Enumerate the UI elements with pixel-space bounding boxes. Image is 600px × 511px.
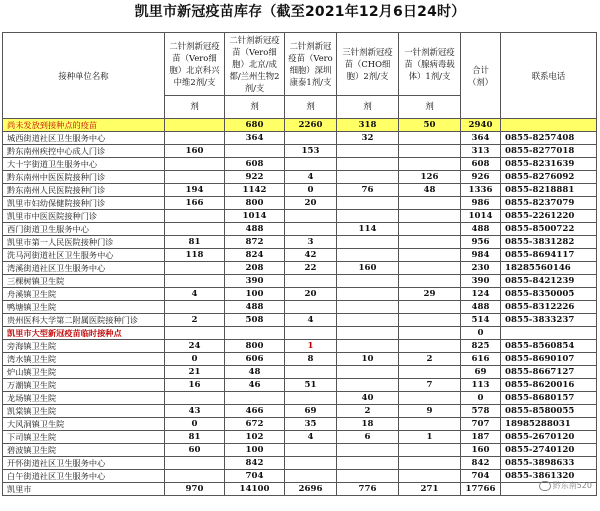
dose-cell — [399, 275, 461, 288]
dose-cell: 69 — [285, 405, 337, 418]
dose-cell: 672 — [225, 418, 285, 431]
table-row — [3, 470, 597, 483]
dose-cell — [285, 457, 337, 470]
dose-cell: 1 — [399, 431, 461, 444]
unit-name-cell: 贵州医科大学第二附属医院接种门诊 — [3, 314, 165, 327]
table-row — [3, 314, 597, 327]
dose-cell — [285, 392, 337, 405]
dose-cell — [399, 314, 461, 327]
dose-cell: 118 — [165, 249, 225, 262]
header-unit-label: 剂 — [285, 96, 337, 119]
table-row — [3, 431, 597, 444]
dose-cell: 800 — [225, 340, 285, 353]
unit-name-cell: 尚未发放到接种点的疫苗 — [3, 119, 165, 132]
dose-cell: 4 — [285, 431, 337, 444]
phone-cell — [501, 327, 597, 340]
dose-cell: 114 — [337, 223, 399, 236]
dose-cell: 18 — [337, 418, 399, 431]
table-row — [3, 132, 597, 145]
dose-cell: 194 — [165, 184, 225, 197]
total-cell: 124 — [461, 288, 501, 301]
dose-cell: 126 — [399, 171, 461, 184]
table-row — [3, 158, 597, 171]
dose-cell: 2696 — [285, 483, 337, 496]
unit-name-cell: 开怀街道社区卫生服务中心 — [3, 457, 165, 470]
dose-cell — [285, 444, 337, 457]
header-col-4: 三针剂新冠疫苗（CHO细胞）2剂/支 — [337, 33, 399, 96]
table-row — [3, 210, 597, 223]
dose-cell: 318 — [337, 119, 399, 132]
phone-cell: 0855-2740120 — [501, 444, 597, 457]
dose-cell — [399, 301, 461, 314]
dose-cell: 608 — [225, 158, 285, 171]
unit-name-cell: 黔东南州中医医院接种门诊 — [3, 171, 165, 184]
dose-cell — [337, 288, 399, 301]
phone-cell: 0855-8277018 — [501, 145, 597, 158]
header-col-1: 二针剂新冠疫苗（Vero细胞）北京科兴中维2剂/支 — [165, 33, 225, 96]
wechat-icon — [539, 481, 551, 491]
dose-cell: 4 — [285, 314, 337, 327]
dose-cell: 9 — [399, 405, 461, 418]
total-cell: 842 — [461, 457, 501, 470]
dose-cell — [399, 327, 461, 340]
header-unit-label: 剂 — [225, 96, 285, 119]
phone-cell: 0855-8580055 — [501, 405, 597, 418]
dose-cell — [337, 314, 399, 327]
dose-cell: 922 — [225, 171, 285, 184]
dose-cell — [285, 210, 337, 223]
unit-name-cell: 舟溪镇卫生院 — [3, 288, 165, 301]
table-row — [3, 288, 597, 301]
unit-name-cell: 凯里市第一人民医院接种门诊 — [3, 236, 165, 249]
dose-cell — [337, 249, 399, 262]
unit-name-cell: 大风洞镇卫生院 — [3, 418, 165, 431]
dose-cell: 488 — [225, 301, 285, 314]
total-cell: 704 — [461, 470, 501, 483]
unit-name-cell: 黔东南州人民医院接种门诊 — [3, 184, 165, 197]
total-cell: 825 — [461, 340, 501, 353]
total-cell: 608 — [461, 158, 501, 171]
unit-name-cell: 万潮镇卫生院 — [3, 379, 165, 392]
dose-cell: 100 — [225, 288, 285, 301]
table-row — [3, 340, 597, 353]
total-cell: 0 — [461, 327, 501, 340]
dose-cell — [165, 262, 225, 275]
dose-cell: 153 — [285, 145, 337, 158]
dose-cell: 81 — [165, 431, 225, 444]
total-cell: 2940 — [461, 119, 501, 132]
dose-cell — [399, 340, 461, 353]
dose-cell — [399, 457, 461, 470]
unit-name-cell: 城西街道社区卫生服务中心 — [3, 132, 165, 145]
dose-cell: 160 — [165, 145, 225, 158]
phone-cell: 0855-8350005 — [501, 288, 597, 301]
header-col-2: 二针剂新冠疫苗（Vero细胞）北京/成都/兰州生物2剂/支 — [225, 33, 285, 96]
dose-cell: 704 — [225, 470, 285, 483]
dose-cell — [399, 418, 461, 431]
header-col-3: 二针剂新冠疫苗（Vero细胞）深圳康泰1剂/支 — [285, 33, 337, 96]
total-cell: 984 — [461, 249, 501, 262]
table-row — [3, 301, 597, 314]
header-col-5: 一针剂新冠疫苗（腺病毒载体）1剂/支 — [399, 33, 461, 96]
dose-cell — [337, 366, 399, 379]
dose-cell — [337, 379, 399, 392]
dose-cell — [337, 171, 399, 184]
dose-cell — [285, 470, 337, 483]
header-phone: 联系电话 — [501, 33, 597, 119]
dose-cell: 970 — [165, 483, 225, 496]
dose-cell: 42 — [285, 249, 337, 262]
dose-cell: 48 — [225, 366, 285, 379]
table-row — [3, 327, 597, 340]
dose-cell — [165, 223, 225, 236]
unit-name-cell: 三棵树镇卫生院 — [3, 275, 165, 288]
dose-cell — [337, 301, 399, 314]
dose-cell: 1014 — [225, 210, 285, 223]
total-cell: 113 — [461, 379, 501, 392]
vaccine-stock-table — [2, 32, 597, 496]
dose-cell: 488 — [225, 223, 285, 236]
dose-cell — [399, 132, 461, 145]
dose-cell: 0 — [165, 418, 225, 431]
total-cell: 1336 — [461, 184, 501, 197]
total-cell: 926 — [461, 171, 501, 184]
dose-cell: 6 — [337, 431, 399, 444]
dose-cell: 208 — [225, 262, 285, 275]
dose-cell — [399, 236, 461, 249]
dose-cell: 4 — [165, 288, 225, 301]
watermark — [539, 480, 592, 491]
dose-cell — [399, 366, 461, 379]
unit-name-cell: 湾溪街道社区卫生服务中心 — [3, 262, 165, 275]
dose-cell — [225, 327, 285, 340]
dose-cell: 390 — [225, 275, 285, 288]
phone-cell: 0855-8680157 — [501, 392, 597, 405]
dose-cell: 100 — [225, 444, 285, 457]
dose-cell: 51 — [285, 379, 337, 392]
phone-cell: 0855-2261220 — [501, 210, 597, 223]
unit-name-cell: 湾水镇卫生院 — [3, 353, 165, 366]
unit-name-cell: 凯里市 — [3, 483, 165, 496]
dose-cell: 842 — [225, 457, 285, 470]
dose-cell — [337, 470, 399, 483]
total-cell: 390 — [461, 275, 501, 288]
dose-cell: 50 — [399, 119, 461, 132]
dose-cell — [225, 145, 285, 158]
table-row — [3, 444, 597, 457]
table-row — [3, 366, 597, 379]
dose-cell — [337, 457, 399, 470]
table-row — [3, 145, 597, 158]
dose-cell: 48 — [399, 184, 461, 197]
header-unit: 接种单位名称 — [3, 33, 165, 119]
phone-cell: 0855-3898633 — [501, 457, 597, 470]
phone-cell: 0855-8312226 — [501, 301, 597, 314]
total-cell: 230 — [461, 262, 501, 275]
dose-cell — [165, 171, 225, 184]
dose-cell: 46 — [225, 379, 285, 392]
unit-name-cell: 洗马河街道社区卫生服务中心 — [3, 249, 165, 262]
unit-name-cell: 龙场镇卫生院 — [3, 392, 165, 405]
phone-cell: 0855-8231639 — [501, 158, 597, 171]
phone-cell: 0855-8694117 — [501, 249, 597, 262]
phone-cell: 0855-8500722 — [501, 223, 597, 236]
header-total: 合计（剂） — [461, 33, 501, 119]
table-row — [3, 392, 597, 405]
total-cell: 17766 — [461, 483, 501, 496]
dose-cell — [165, 327, 225, 340]
table-row — [3, 353, 597, 366]
phone-cell — [501, 119, 597, 132]
total-cell: 488 — [461, 301, 501, 314]
dose-cell: 8 — [285, 353, 337, 366]
unit-name-cell: 碧波镇卫生院 — [3, 444, 165, 457]
dose-cell: 22 — [285, 262, 337, 275]
header-row — [3, 33, 597, 96]
dose-cell: 20 — [285, 197, 337, 210]
total-cell: 956 — [461, 236, 501, 249]
table-row — [3, 262, 597, 275]
total-cell: 578 — [461, 405, 501, 418]
dose-cell — [165, 457, 225, 470]
dose-cell — [399, 444, 461, 457]
total-cell: 986 — [461, 197, 501, 210]
dose-cell — [285, 132, 337, 145]
dose-cell: 166 — [165, 197, 225, 210]
phone-cell: 0855-8237079 — [501, 197, 597, 210]
unit-name-cell: 旁海镇卫生院 — [3, 340, 165, 353]
dose-cell: 14100 — [225, 483, 285, 496]
dose-cell: 800 — [225, 197, 285, 210]
dose-cell: 160 — [337, 262, 399, 275]
total-cell: 69 — [461, 366, 501, 379]
header-unit-label: 剂 — [399, 96, 461, 119]
table-row — [3, 379, 597, 392]
table-row — [3, 171, 597, 184]
unit-name-cell: 下司镇卫生院 — [3, 431, 165, 444]
dose-cell — [165, 470, 225, 483]
dose-cell — [399, 158, 461, 171]
phone-cell: 0855-8276092 — [501, 171, 597, 184]
dose-cell — [285, 223, 337, 236]
dose-cell — [399, 392, 461, 405]
dose-cell: 20 — [285, 288, 337, 301]
table-row — [3, 249, 597, 262]
total-cell: 616 — [461, 353, 501, 366]
dose-cell — [337, 444, 399, 457]
dose-cell: 508 — [225, 314, 285, 327]
phone-cell: 0855-8560854 — [501, 340, 597, 353]
table-row — [3, 483, 597, 496]
unit-name-cell: 西门街道卫生服务中心 — [3, 223, 165, 236]
unit-name-cell: 白午街道社区卫生服务中心 — [3, 470, 165, 483]
dose-cell: 0 — [285, 184, 337, 197]
dose-cell: 2 — [165, 314, 225, 327]
total-cell: 488 — [461, 223, 501, 236]
dose-cell: 76 — [337, 184, 399, 197]
dose-cell: 7 — [399, 379, 461, 392]
dose-cell — [165, 392, 225, 405]
total-cell: 0 — [461, 392, 501, 405]
unit-name-cell: 大十字街道卫生服务中心 — [3, 158, 165, 171]
dose-cell: 271 — [399, 483, 461, 496]
table-row — [3, 236, 597, 249]
dose-cell: 4 — [285, 171, 337, 184]
dose-cell: 0 — [165, 353, 225, 366]
dose-cell — [285, 366, 337, 379]
unit-name-cell: 凯里市妇幼保健院接种门诊 — [3, 197, 165, 210]
dose-cell: 2 — [337, 405, 399, 418]
dose-cell: 364 — [225, 132, 285, 145]
page-title: 凯里市新冠疫苗库存（截至2021年12月6日24时） — [134, 4, 466, 20]
phone-cell: 0855-2670120 — [501, 431, 597, 444]
dose-cell — [337, 210, 399, 223]
phone-cell: 0855-3833237 — [501, 314, 597, 327]
dose-cell: 40 — [337, 392, 399, 405]
dose-cell — [165, 132, 225, 145]
dose-cell: 776 — [337, 483, 399, 496]
phone-cell: 0855-3861320 — [501, 470, 597, 483]
phone-cell: 0855-8690107 — [501, 353, 597, 366]
dose-cell — [337, 236, 399, 249]
dose-cell — [165, 119, 225, 132]
table-row — [3, 275, 597, 288]
phone-cell: 18285560146 — [501, 262, 597, 275]
total-cell: 514 — [461, 314, 501, 327]
phone-cell: 18985288031 — [501, 418, 597, 431]
dose-cell: 680 — [225, 119, 285, 132]
table-row — [3, 119, 597, 132]
dose-cell — [285, 301, 337, 314]
unit-name-cell: 鸭塘镇卫生院 — [3, 301, 165, 314]
unit-name-cell: 炉山镇卫生院 — [3, 366, 165, 379]
table-row — [3, 418, 597, 431]
total-cell: 160 — [461, 444, 501, 457]
phone-cell: 0855-8257408 — [501, 132, 597, 145]
total-cell: 707 — [461, 418, 501, 431]
dose-cell — [337, 327, 399, 340]
dose-cell — [337, 340, 399, 353]
phone-cell: 0855-8620016 — [501, 379, 597, 392]
dose-cell — [337, 145, 399, 158]
total-cell: 313 — [461, 145, 501, 158]
dose-cell: 24 — [165, 340, 225, 353]
dose-cell: 16 — [165, 379, 225, 392]
dose-cell — [165, 275, 225, 288]
dose-cell — [399, 470, 461, 483]
dose-cell — [225, 392, 285, 405]
header-unit-label: 剂 — [337, 96, 399, 119]
dose-cell: 824 — [225, 249, 285, 262]
dose-cell — [399, 249, 461, 262]
dose-cell: 32 — [337, 132, 399, 145]
total-cell: 187 — [461, 431, 501, 444]
phone-cell: 0855-8218881 — [501, 184, 597, 197]
total-cell: 364 — [461, 132, 501, 145]
dose-cell: 60 — [165, 444, 225, 457]
dose-cell: 21 — [165, 366, 225, 379]
dose-cell — [337, 197, 399, 210]
dose-cell — [399, 262, 461, 275]
dose-cell: 466 — [225, 405, 285, 418]
dose-cell — [399, 197, 461, 210]
phone-cell: 0855-8667127 — [501, 366, 597, 379]
dose-cell: 81 — [165, 236, 225, 249]
dose-cell — [285, 158, 337, 171]
table-row — [3, 405, 597, 418]
unit-name-cell: 凯里市大型新冠疫苗临时接种点 — [3, 327, 165, 340]
dose-cell — [285, 275, 337, 288]
phone-cell: 0855-8421239 — [501, 275, 597, 288]
table-row — [3, 197, 597, 210]
dose-cell: 102 — [225, 431, 285, 444]
dose-cell: 43 — [165, 405, 225, 418]
dose-cell — [285, 327, 337, 340]
dose-cell: 2260 — [285, 119, 337, 132]
table-row — [3, 184, 597, 197]
dose-cell: 10 — [337, 353, 399, 366]
dose-cell: 29 — [399, 288, 461, 301]
unit-name-cell: 凯里市中医医院接种门诊 — [3, 210, 165, 223]
table-body — [3, 119, 597, 496]
watermark-text: 黔东南520 — [552, 481, 592, 490]
dose-cell — [165, 158, 225, 171]
dose-cell — [399, 145, 461, 158]
dose-cell — [399, 223, 461, 236]
dose-cell — [337, 158, 399, 171]
unit-name-cell: 黔东南州疾控中心成人门诊 — [3, 145, 165, 158]
table-row — [3, 457, 597, 470]
dose-cell: 1 — [285, 340, 337, 353]
dose-cell — [399, 210, 461, 223]
dose-cell: 35 — [285, 418, 337, 431]
unit-name-cell: 凯棠镇卫生院 — [3, 405, 165, 418]
header-unit-label: 剂 — [165, 96, 225, 119]
dose-cell: 1142 — [225, 184, 285, 197]
dose-cell — [337, 275, 399, 288]
dose-cell: 2 — [399, 353, 461, 366]
total-cell: 1014 — [461, 210, 501, 223]
dose-cell — [165, 210, 225, 223]
phone-cell: 0855-3831282 — [501, 236, 597, 249]
table-row — [3, 223, 597, 236]
dose-cell: 3 — [285, 236, 337, 249]
dose-cell: 872 — [225, 236, 285, 249]
dose-cell — [165, 301, 225, 314]
dose-cell: 606 — [225, 353, 285, 366]
